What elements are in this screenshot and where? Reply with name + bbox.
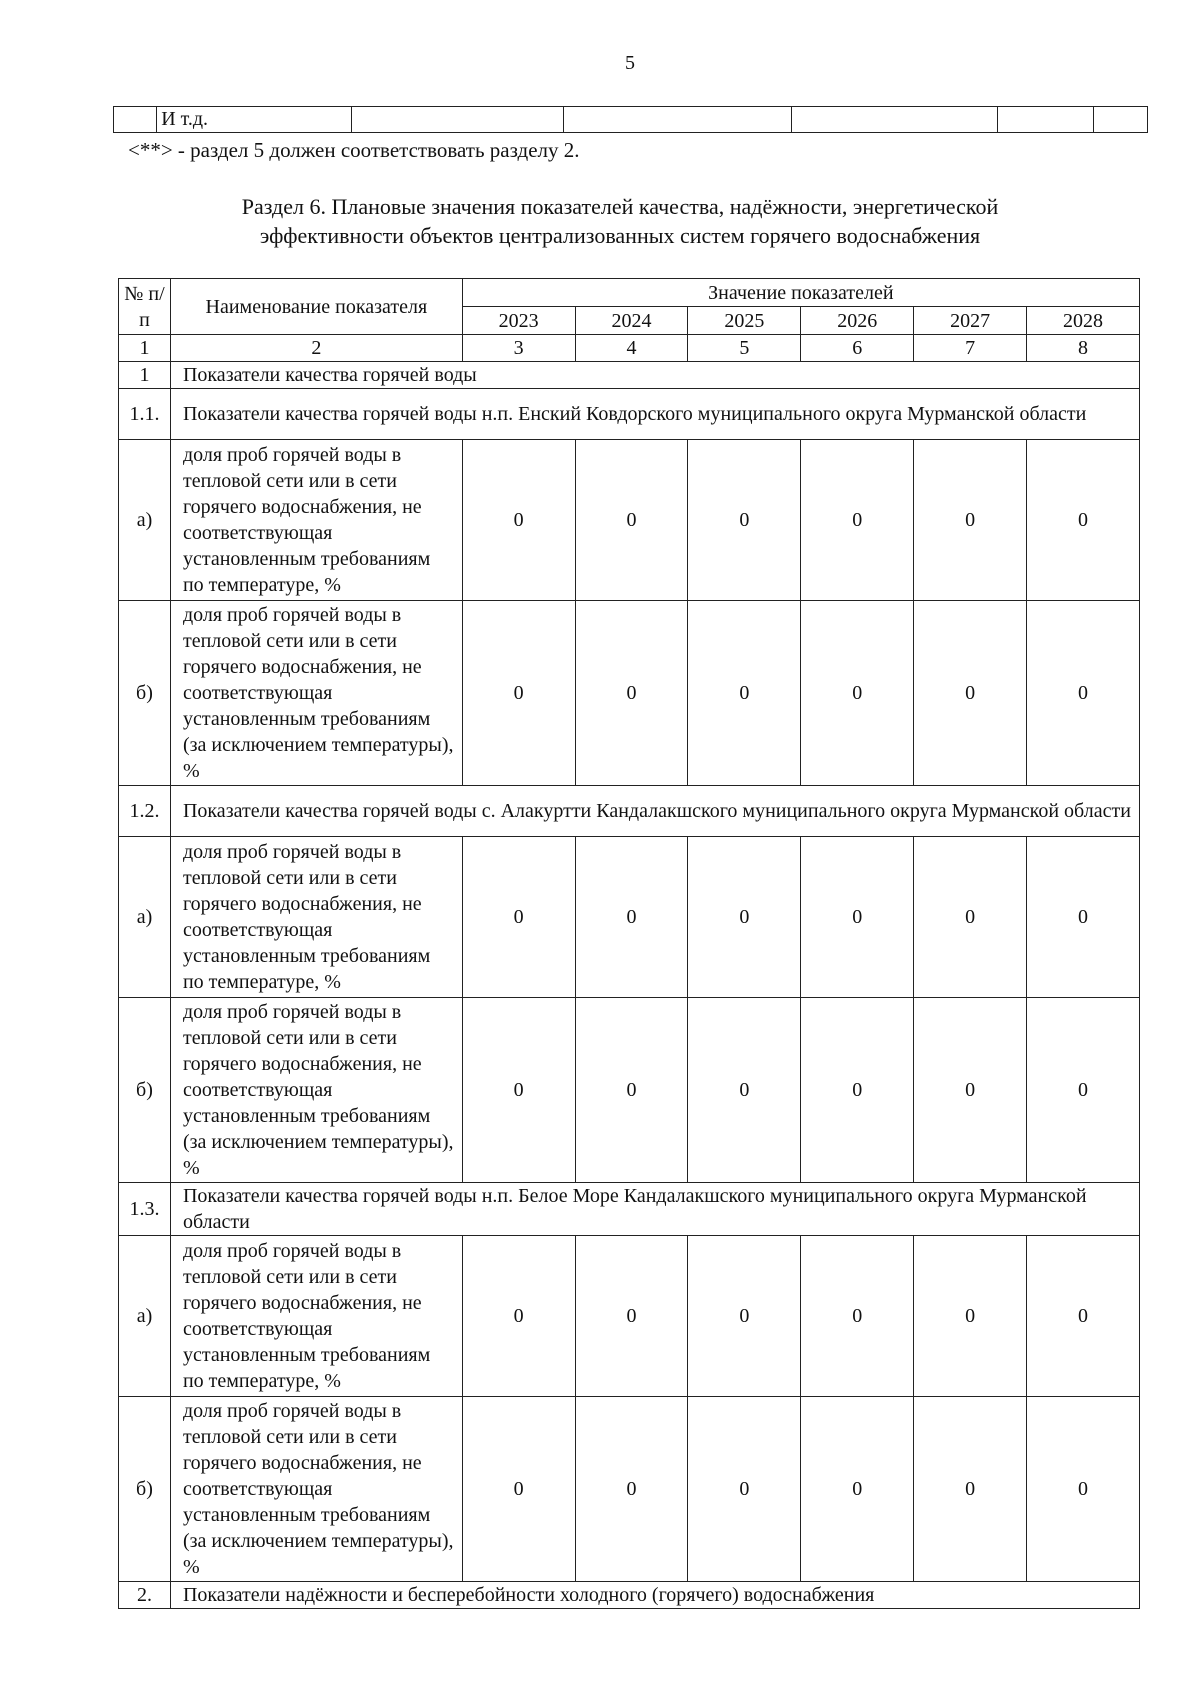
indicator-value: 0 xyxy=(1027,601,1140,786)
header-year: 2024 xyxy=(575,307,688,335)
table-cell xyxy=(114,107,157,133)
section-name: Показатели надёжности и бесперебойности холодного (горячего) водоснабжения xyxy=(170,1582,1139,1609)
indicator-value: 0 xyxy=(914,998,1027,1183)
indicator-value: 0 xyxy=(575,601,688,786)
indicator-value: 0 xyxy=(1027,1236,1140,1397)
subsection-name: Показатели качества горячей воды н.п. Белое Море Кандалакшского муниципального округа Мурманской области xyxy=(170,1183,1139,1236)
header-year: 2023 xyxy=(462,307,575,335)
row-num: 2. xyxy=(119,1582,171,1609)
indicator-value: 0 xyxy=(1027,1397,1140,1582)
row-num: 1.1. xyxy=(119,389,171,440)
indicator-value: 0 xyxy=(801,1397,914,1582)
row-num: 1.2. xyxy=(119,786,171,837)
table-cell xyxy=(791,107,998,133)
column-number: 1 xyxy=(119,335,171,362)
row-num: а) xyxy=(119,440,171,601)
row-num: б) xyxy=(119,998,171,1183)
column-number: 8 xyxy=(1027,335,1140,362)
table-cell xyxy=(1094,107,1148,133)
row-num: а) xyxy=(119,1236,171,1397)
subsection-row xyxy=(119,786,1140,837)
indicator-value: 0 xyxy=(801,601,914,786)
header-year: 2027 xyxy=(914,307,1027,335)
indicator-value: 0 xyxy=(688,1397,801,1582)
indicator-name: доля проб горячей воды в тепловой сети или в сети горячего водоснабжения, не соответствующая установленным требованиям по температуре, % xyxy=(170,1236,462,1397)
header-values-group: Значение показателей xyxy=(462,279,1139,307)
indicator-value: 0 xyxy=(1027,440,1140,601)
continuation-table xyxy=(113,106,1148,133)
section-row xyxy=(119,1582,1140,1609)
row-num: б) xyxy=(119,1397,171,1582)
indicator-row xyxy=(119,1397,1140,1582)
indicator-row xyxy=(119,998,1140,1183)
subsection-row xyxy=(119,389,1140,440)
column-number: 3 xyxy=(462,335,575,362)
indicator-value: 0 xyxy=(462,998,575,1183)
section-title xyxy=(120,192,1120,250)
table-cell xyxy=(352,107,564,133)
indicator-value: 0 xyxy=(914,1397,1027,1582)
header-year: 2028 xyxy=(1027,307,1140,335)
indicator-name: доля проб горячей воды в тепловой сети или в сети горячего водоснабжения, не соответствующая установленным требованиям (за исключением температуры), % xyxy=(170,998,462,1183)
header-year: 2025 xyxy=(688,307,801,335)
header-row xyxy=(119,279,1140,307)
indicator-value: 0 xyxy=(575,837,688,998)
row-num: б) xyxy=(119,601,171,786)
indicator-value: 0 xyxy=(688,837,801,998)
indicator-row xyxy=(119,1236,1140,1397)
row-num: 1 xyxy=(119,362,171,389)
indicator-row xyxy=(119,440,1140,601)
indicator-value: 0 xyxy=(575,440,688,601)
indicator-value: 0 xyxy=(462,1236,575,1397)
indicator-value: 0 xyxy=(462,1397,575,1582)
section-row xyxy=(119,362,1140,389)
indicator-value: 0 xyxy=(801,1236,914,1397)
section-name: Показатели качества горячей воды xyxy=(170,362,1139,389)
indicators-table xyxy=(118,278,1140,1609)
indicator-name: доля проб горячей воды в тепловой сети или в сети горячего водоснабжения, не соответствующая установленным требованиям по температуре, % xyxy=(170,440,462,601)
footnote: <**> - раздел 5 должен соответствовать разделу 2. xyxy=(128,138,580,162)
subsection-row xyxy=(119,1183,1140,1236)
table-cell xyxy=(998,107,1094,133)
table-row xyxy=(114,107,1148,133)
column-number: 4 xyxy=(575,335,688,362)
indicator-value: 0 xyxy=(914,601,1027,786)
indicator-value: 0 xyxy=(1027,837,1140,998)
indicator-row xyxy=(119,837,1140,998)
indicator-value: 0 xyxy=(914,837,1027,998)
indicator-name: доля проб горячей воды в тепловой сети или в сети горячего водоснабжения, не соответствующая установленным требованиям по температуре, % xyxy=(170,837,462,998)
indicator-value: 0 xyxy=(914,440,1027,601)
indicator-value: 0 xyxy=(462,601,575,786)
indicator-value: 0 xyxy=(688,1236,801,1397)
indicator-row xyxy=(119,601,1140,786)
indicator-value: 0 xyxy=(688,440,801,601)
indicator-value: 0 xyxy=(1027,998,1140,1183)
indicator-value: 0 xyxy=(914,1236,1027,1397)
indicator-name: доля проб горячей воды в тепловой сети или в сети горячего водоснабжения, не соответствующая установленным требованиям (за исключением температуры), % xyxy=(170,1397,462,1582)
row-num: а) xyxy=(119,837,171,998)
indicator-value: 0 xyxy=(801,440,914,601)
indicator-value: 0 xyxy=(801,837,914,998)
indicator-value: 0 xyxy=(575,998,688,1183)
indicator-value: 0 xyxy=(801,998,914,1183)
header-num: № п/п xyxy=(119,279,171,335)
subsection-name: Показатели качества горячей воды с. Алакуртти Кандалакшского муниципального округа Мурманской области xyxy=(170,786,1139,837)
indicator-name: доля проб горячей воды в тепловой сети или в сети горячего водоснабжения, не соответствующая установленным требованиям (за исключением температуры), % xyxy=(170,601,462,786)
indicator-value: 0 xyxy=(688,998,801,1183)
column-number: 6 xyxy=(801,335,914,362)
subsection-name: Показатели качества горячей воды н.п. Енский Ковдорского муниципального округа Мурманской области xyxy=(170,389,1139,440)
table-cell xyxy=(564,107,792,133)
column-number: 7 xyxy=(914,335,1027,362)
indicator-value: 0 xyxy=(575,1236,688,1397)
column-number: 5 xyxy=(688,335,801,362)
section-title-line: эффективности объектов централизованных систем горячего водоснабжения xyxy=(259,223,981,248)
header-name: Наименование показателя xyxy=(170,279,462,335)
section-title-line: Раздел 6. Плановые значения показателей качества, надёжности, энергетической xyxy=(241,194,999,219)
indicator-value: 0 xyxy=(688,601,801,786)
indicator-value: 0 xyxy=(462,837,575,998)
page-number: 5 xyxy=(625,52,635,74)
header-year: 2026 xyxy=(801,307,914,335)
table-body xyxy=(119,279,1140,1609)
row-num: 1.3. xyxy=(119,1183,171,1236)
indicator-value: 0 xyxy=(462,440,575,601)
continuation-cell: И т.д. xyxy=(157,107,352,133)
indicator-value: 0 xyxy=(575,1397,688,1582)
column-numbers-row xyxy=(119,335,1140,362)
column-number: 2 xyxy=(170,335,462,362)
